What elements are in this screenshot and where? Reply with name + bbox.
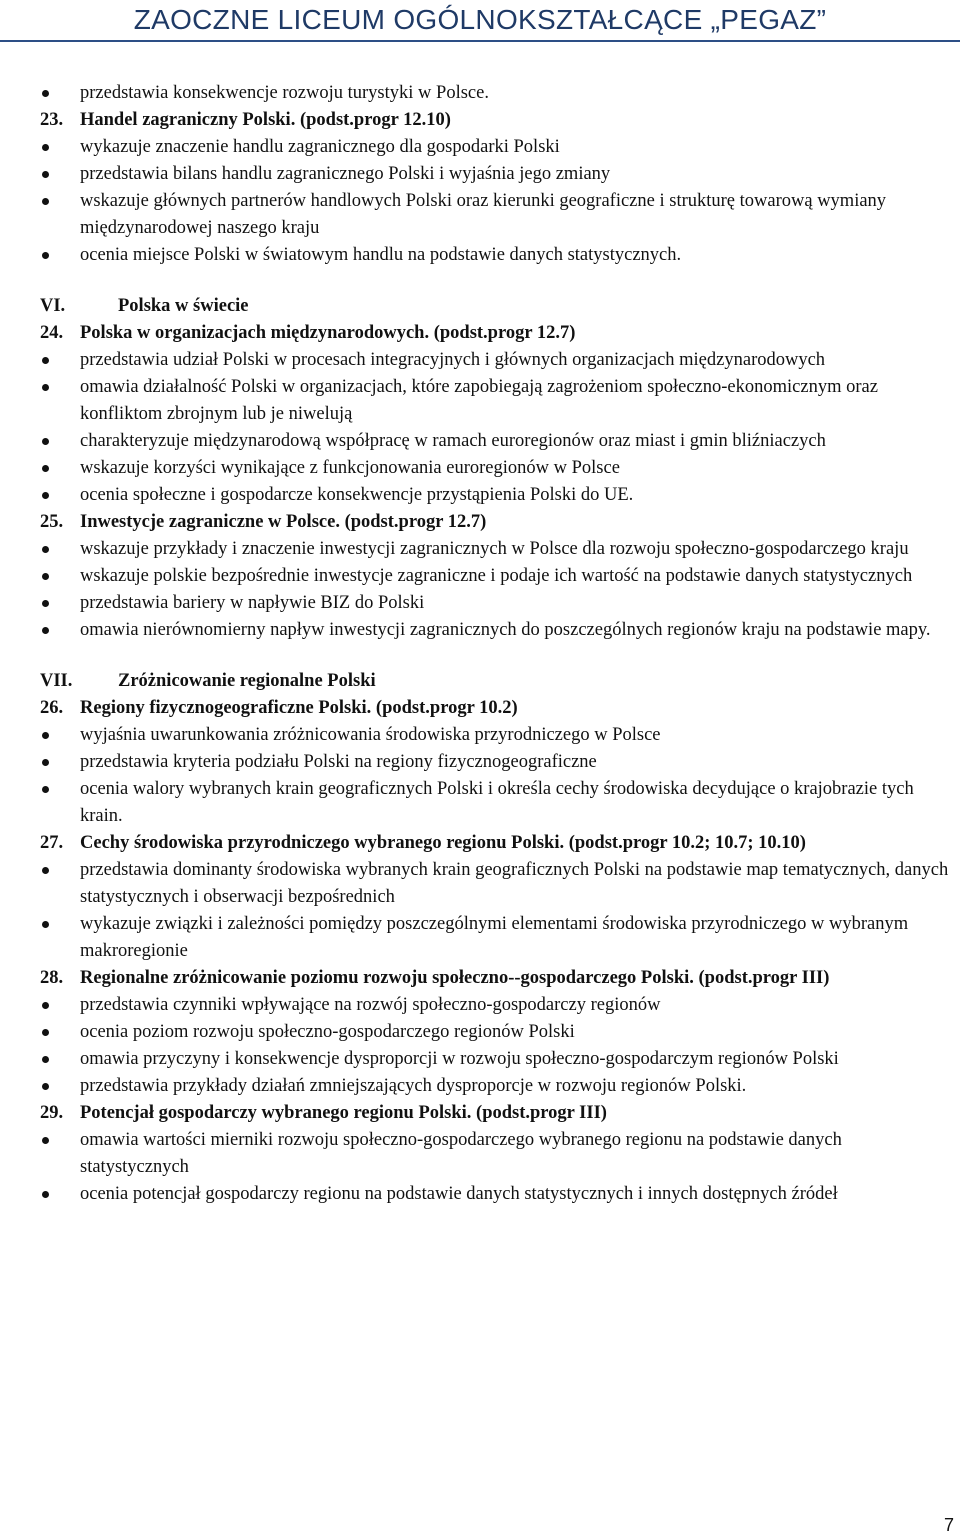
bullet-icon <box>40 428 80 455</box>
list-item <box>40 590 955 617</box>
list-item <box>40 455 955 482</box>
list-item-text: przedstawia przykłady działań zmniejszających dysproporcje w rozwoju regionów Polski. <box>80 1076 747 1096</box>
bullet-icon <box>40 1127 80 1154</box>
list-item-text: wskazuje głównych partnerów handlowych Polski oraz kierunki geograficzne i strukturę towarową wymiany międzynarodowej naszego kraju <box>80 191 887 238</box>
list-item <box>40 1181 955 1208</box>
bullet-icon <box>40 134 80 161</box>
topic-heading <box>40 509 955 536</box>
heading-text: Inwestycje zagraniczne w Polsce. (podst.progr 12.7) <box>80 512 487 532</box>
list-item-text: omawia wartości mierniki rozwoju społeczno-gospodarczego wybranego regionu na podstawie danych statystycznych <box>80 1130 842 1177</box>
list-item <box>40 563 955 590</box>
list-item <box>40 188 955 242</box>
bullet-icon <box>40 536 80 563</box>
list-item-text: ocenia walory wybranych krain geograficznych Polski i określa cechy środowiska decydujące o krajobrazie tych krain. <box>80 779 914 826</box>
bullet-icon <box>40 563 80 590</box>
bullet-icon <box>40 992 80 1019</box>
page-header <box>0 0 960 42</box>
bullet-icon <box>40 242 80 269</box>
bullet-icon <box>40 161 80 188</box>
list-item <box>40 347 955 374</box>
list-item-text: ocenia potencjał gospodarczy regionu na podstawie danych statystycznych i innych dostępnych źródeł <box>80 1184 838 1204</box>
heading-text: Regionalne zróżnicowanie poziomu rozwoju społeczno--gospodarczego Polski. (podst.progr III) <box>80 968 830 988</box>
list-item <box>40 134 955 161</box>
list-item-text: omawia nierównomierny napływ inwestycji zagranicznych do poszczególnych regionów kraju na podstawie mapy. <box>80 620 931 640</box>
list-item-text: przedstawia bilans handlu zagranicznego Polski i wyjaśnia jego zmiany <box>80 164 611 184</box>
list-item <box>40 374 955 428</box>
list-item-text: ocenia poziom rozwoju społeczno-gospodarczego regionów Polski <box>80 1022 575 1042</box>
list-item <box>40 242 955 269</box>
bullet-icon <box>40 1073 80 1100</box>
list-item-text: przedstawia konsekwencje rozwoju turystyki w Polsce. <box>80 83 489 103</box>
list-item-text: wskazuje polskie bezpośrednie inwestycje zagraniczne i podaje ich wartość na podstawie danych statystycznych <box>80 566 913 586</box>
heading-number: 25. <box>40 512 64 532</box>
list-item-text: wyjaśnia uwarunkowania zróżnicowania środowiska przyrodniczego w Polsce <box>80 725 661 745</box>
bullet-icon <box>40 1019 80 1046</box>
list-item <box>40 617 955 644</box>
bullet-icon <box>40 374 80 401</box>
heading-number: 24. <box>40 323 64 343</box>
list-item <box>40 722 955 749</box>
heading-number: 27. <box>40 833 64 853</box>
heading-number: VII. <box>40 671 73 691</box>
bullet-icon <box>40 80 80 107</box>
list-item-text: wskazuje przykłady i znaczenie inwestycji zagranicznych w Polsce dla rozwoju społeczno-gospodarczego kraju <box>80 539 909 559</box>
curriculum-content <box>40 80 955 1208</box>
list-item-text: wskazuje korzyści wynikające z funkcjonowania euroregionów w Polsce <box>80 458 620 478</box>
heading-number: 28. <box>40 968 64 988</box>
list-item-text: przedstawia bariery w napływie BIZ do Polski <box>80 593 425 613</box>
bullet-icon <box>40 722 80 749</box>
list-item-text: przedstawia czynniki wpływające na rozwój społeczno-gospodarczy regionów <box>80 995 661 1015</box>
list-item <box>40 749 955 776</box>
bullet-icon <box>40 749 80 776</box>
section-heading <box>40 668 955 695</box>
bullet-icon <box>40 188 80 215</box>
topic-heading <box>40 695 955 722</box>
list-item <box>40 536 955 563</box>
list-item <box>40 992 955 1019</box>
heading-text: Polska w organizacjach międzynarodowych. (podst.progr 12.7) <box>80 323 576 343</box>
heading-text: Cechy środowiska przyrodniczego wybranego regionu Polski. (podst.progr 10.2; 10.7; 10.10) <box>80 833 806 853</box>
list-item <box>40 1073 955 1100</box>
list-item-text: wykazuje znaczenie handlu zagranicznego dla gospodarki Polski <box>80 137 560 157</box>
list-item <box>40 482 955 509</box>
bullet-icon <box>40 482 80 509</box>
heading-text: Regiony fizycznogeograficzne Polski. (podst.progr 10.2) <box>80 698 518 718</box>
topic-heading <box>40 107 955 134</box>
list-item <box>40 857 955 911</box>
topic-heading <box>40 1100 955 1127</box>
bullet-icon <box>40 455 80 482</box>
heading-number: 26. <box>40 698 64 718</box>
heading-text: Zróżnicowanie regionalne Polski <box>118 671 376 691</box>
bullet-icon <box>40 776 80 803</box>
list-item-text: ocenia miejsce Polski w światowym handlu na podstawie danych statystycznych. <box>80 245 682 265</box>
bullet-icon <box>40 1181 80 1208</box>
header-divider <box>0 40 960 42</box>
bullet-icon <box>40 857 80 884</box>
heading-number: 23. <box>40 110 64 130</box>
list-item <box>40 911 955 965</box>
list-item-text: omawia działalność Polski w organizacjach, które zapobiegają zagrożeniom społeczno-ekonomicznym oraz konfliktom zbrojnym lub je niwelują <box>80 377 878 424</box>
page-number: 7 <box>943 1515 954 1535</box>
bullet-icon <box>40 617 80 644</box>
heading-text: Potencjał gospodarczy wybranego regionu Polski. (podst.progr III) <box>80 1103 607 1123</box>
list-item <box>40 1019 955 1046</box>
heading-number: 29. <box>40 1103 64 1123</box>
heading-text: Polska w świecie <box>118 296 249 316</box>
list-item <box>40 428 955 455</box>
heading-number: VI. <box>40 296 66 316</box>
topic-heading <box>40 965 955 992</box>
bullet-icon <box>40 590 80 617</box>
topic-heading <box>40 320 955 347</box>
list-item-text: przedstawia udział Polski w procesach integracyjnych i głównych organizacjach międzynarodowych <box>80 350 826 370</box>
list-item-text: wykazuje związki i zależności pomiędzy poszczególnymi elementami środowiska przyrodniczego w wybranym makroregionie <box>80 914 909 961</box>
bullet-icon <box>40 1046 80 1073</box>
list-item-text: ocenia społeczne i gospodarcze konsekwencje przystąpienia Polski do UE. <box>80 485 634 505</box>
list-item-text: charakteryzuje międzynarodową współpracę w ramach euroregionów oraz miast i gmin bliźniaczych <box>80 431 826 451</box>
list-item-text: omawia przyczyny i konsekwencje dysproporcji w rozwoju społeczno-gospodarczym regionów Polski <box>80 1049 839 1069</box>
list-item <box>40 161 955 188</box>
heading-text: Handel zagraniczny Polski. (podst.progr 12.10) <box>80 110 451 130</box>
bullet-icon <box>40 911 80 938</box>
list-item-text: przedstawia kryteria podziału Polski na regiony fizycznogeograficzne <box>80 752 597 772</box>
list-item <box>40 80 955 107</box>
section-heading <box>40 293 955 320</box>
list-item-text: przedstawia dominanty środowiska wybranych krain geograficznych Polski na podstawie map tematycznych, danych statystycznych i obserwacji bezpośrednich <box>80 860 949 907</box>
list-item <box>40 1127 955 1181</box>
list-item <box>40 776 955 830</box>
bullet-icon <box>40 347 80 374</box>
school-name: ZAOCZNE LICEUM OGÓLNOKSZTAŁCĄCE „PEGAZ” <box>133 4 827 35</box>
topic-heading <box>40 830 955 857</box>
list-item <box>40 1046 955 1073</box>
